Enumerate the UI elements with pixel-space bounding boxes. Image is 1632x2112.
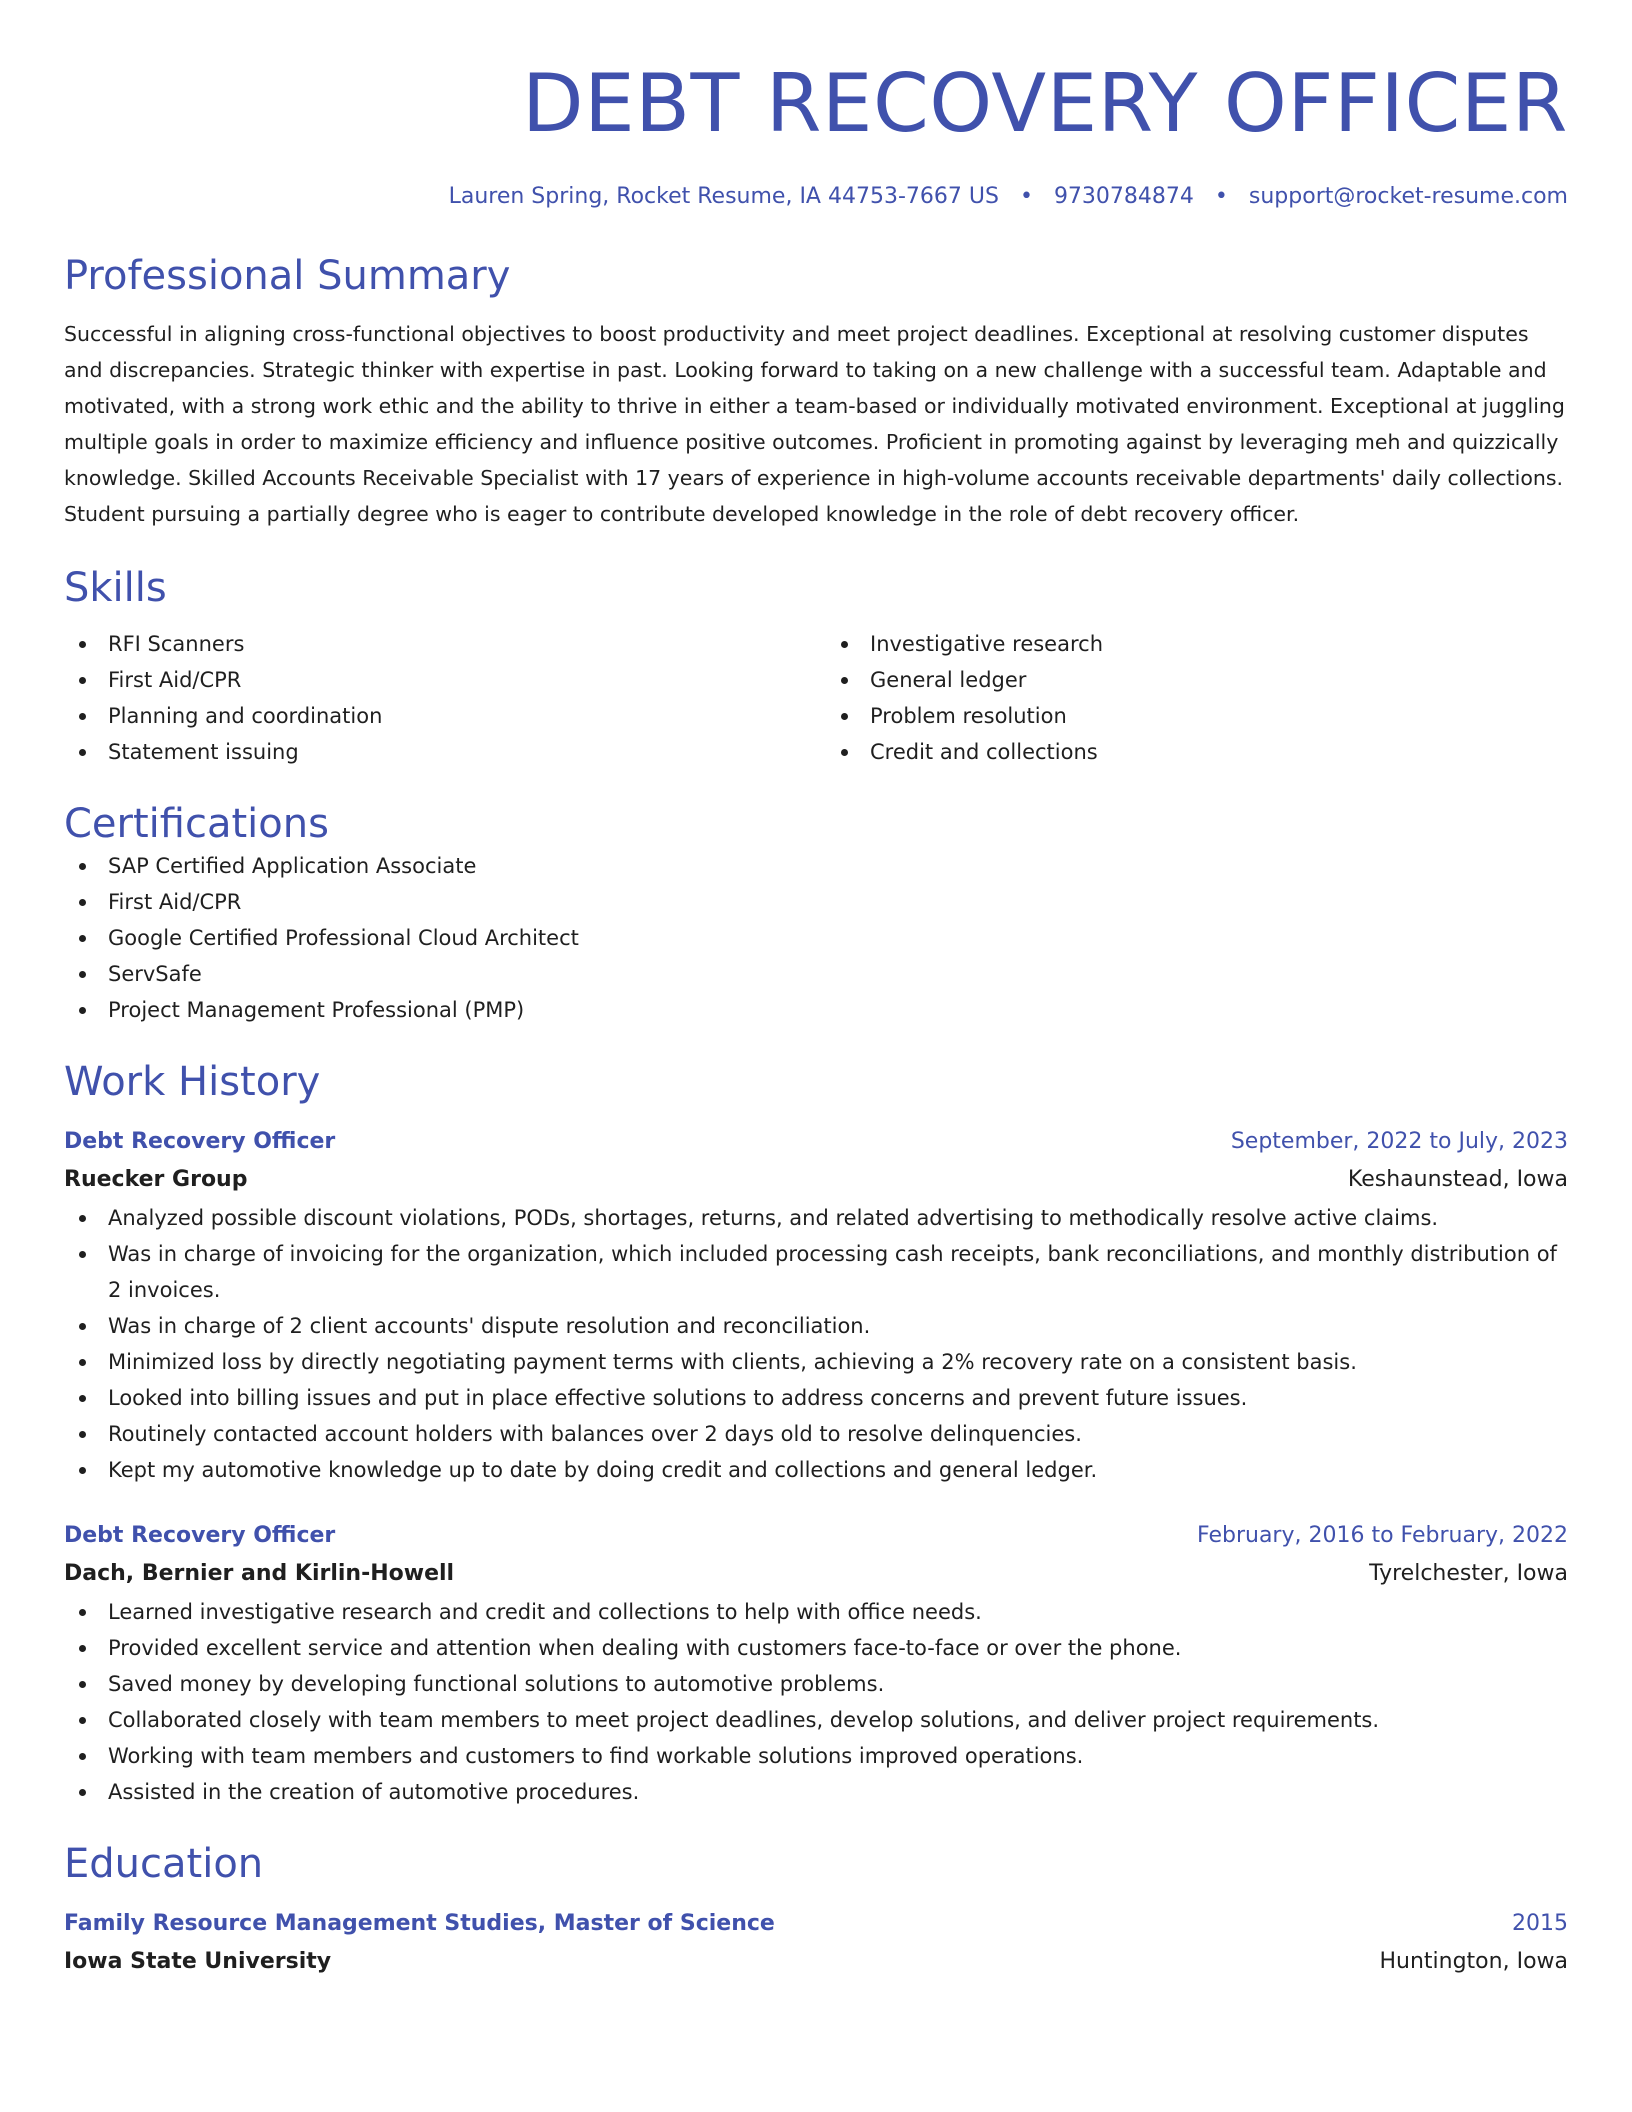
job-duty: Learned investigative research and credit and collections to help with office needs. [64, 1594, 1568, 1630]
job-duties [64, 1594, 1568, 1810]
job-header [64, 1518, 1568, 1554]
skill-item: Investigative research [826, 626, 1568, 662]
certification-item: ServSafe [64, 956, 1568, 992]
skill-item: Planning and coordination [64, 698, 806, 734]
contact-line [64, 182, 1568, 212]
job-duty: Was in charge of 2 client accounts' dispute resolution and reconciliation. [64, 1308, 1568, 1344]
education-subheader [64, 1942, 1568, 1982]
job-duty: Provided excellent service and attention when dealing with customers face-to-face or over the phone. [64, 1630, 1568, 1666]
contact-separator: • [1019, 184, 1033, 209]
resume-title: DEBT RECOVERY OFFICER [521, 57, 1568, 150]
section-title-certifications: Certifications [64, 801, 329, 847]
skill-item: Statement issuing [64, 734, 806, 770]
job-duty: Working with team members and customers to find workable solutions improved operations. [64, 1738, 1568, 1774]
summary-text: Successful in aligning cross-functional objectives to boost productivity and meet project deadlines. Exceptional at resolving customer disputes and discrepancies. Strategic thinker with expertise in past. Looking forward to taking on a new challenge with a successful team. Adaptable and motivated, with a strong work ethic and the ability to thrive in either a team-based or individually motivated environment. Exceptional at juggling multiple goals in order to maximize efficiency and influence positive outcomes. Proficient in promoting against by leveraging meh and quizzically knowledge. Skilled Accounts Receivable Specialist with 17 years of experience in high-volume accounts receivable departments' daily collections. Student pursuing a partially degree who is eager to contribute developed knowledge in the role of debt recovery officer. [64, 322, 1565, 526]
education-school: Iowa State University [64, 1949, 332, 1974]
section-title-skills: Skills [64, 565, 167, 611]
job-subheader [64, 1554, 1568, 1594]
job-dates: September, 2022 to July, 2023 [1230, 1129, 1568, 1154]
section-title-work-history: Work History [64, 1059, 321, 1105]
job-duty: Minimized loss by directly negotiating payment terms with clients, achieving a 2% recovery rate on a consistent basis. [64, 1344, 1568, 1380]
job-employer: Dach, Bernier and Kirlin-Howell [64, 1561, 455, 1586]
job-location: Tyrelchester, Iowa [1369, 1561, 1568, 1586]
job-duty: Kept my automotive knowledge up to date by doing credit and collections and general ledger. [64, 1452, 1568, 1488]
job-dates: February, 2016 to February, 2022 [1197, 1523, 1568, 1548]
education-location: Huntington, Iowa [1379, 1949, 1568, 1974]
certification-item: SAP Certified Application Associate [64, 848, 1568, 884]
skill-item: Problem resolution [826, 698, 1568, 734]
job-duty: Routinely contacted account holders with balances over 2 days old to resolve delinquencies. [64, 1416, 1568, 1452]
contact-phone: 9730784874 [1053, 184, 1194, 209]
job-duty: Collaborated closely with team members to meet project deadlines, develop solutions, and deliver project requirements. [64, 1702, 1568, 1738]
contact-address: Lauren Spring, Rocket Resume, IA 44753-7667 US [448, 184, 999, 209]
job-duty: Was in charge of invoicing for the organization, which included processing cash receipts, bank reconciliations, and monthly distribution of 2 invoices. [64, 1236, 1568, 1308]
section-title-summary: Professional Summary [64, 253, 511, 299]
job-title: Debt Recovery Officer [64, 1523, 336, 1548]
job-duties [64, 1200, 1568, 1488]
skill-item: Credit and collections [826, 734, 1568, 770]
job-header [64, 1124, 1568, 1160]
job-subheader [64, 1160, 1568, 1200]
education-header [64, 1906, 1568, 1942]
skill-item: RFI Scanners [64, 626, 806, 662]
job-title: Debt Recovery Officer [64, 1129, 336, 1154]
education-entry [64, 1906, 1568, 1982]
skill-item: General ledger [826, 662, 1568, 698]
job-duty: Saved money by developing functional solutions to automotive problems. [64, 1666, 1568, 1702]
skills-column-right [826, 626, 1568, 770]
certification-item: Google Certified Professional Cloud Architect [64, 920, 1568, 956]
education-degree: Family Resource Management Studies, Master of Science [64, 1911, 775, 1936]
skill-item: First Aid/CPR [64, 662, 806, 698]
skills-column-left [64, 626, 806, 770]
job-duty: Analyzed possible discount violations, PODs, shortages, returns, and related advertising to methodically resolve active claims. [64, 1200, 1568, 1236]
certification-item: Project Management Professional (PMP) [64, 992, 1568, 1028]
contact-separator: • [1214, 184, 1228, 209]
job-entry [64, 1124, 1568, 1488]
job-location: Keshaunstead, Iowa [1347, 1167, 1568, 1192]
contact-email: support@rocket-resume.com [1248, 184, 1568, 209]
education-year: 2015 [1512, 1911, 1568, 1936]
skills-list [64, 626, 1568, 770]
job-duty: Looked into billing issues and put in place effective solutions to address concerns and prevent future issues. [64, 1380, 1568, 1416]
section-title-education: Education [64, 1841, 264, 1887]
certification-item: First Aid/CPR [64, 884, 1568, 920]
job-entry [64, 1518, 1568, 1810]
job-employer: Ruecker Group [64, 1167, 248, 1192]
job-duty: Assisted in the creation of automotive procedures. [64, 1774, 1568, 1810]
resume-page [64, 0, 1568, 2112]
certifications-list [64, 848, 1568, 1028]
